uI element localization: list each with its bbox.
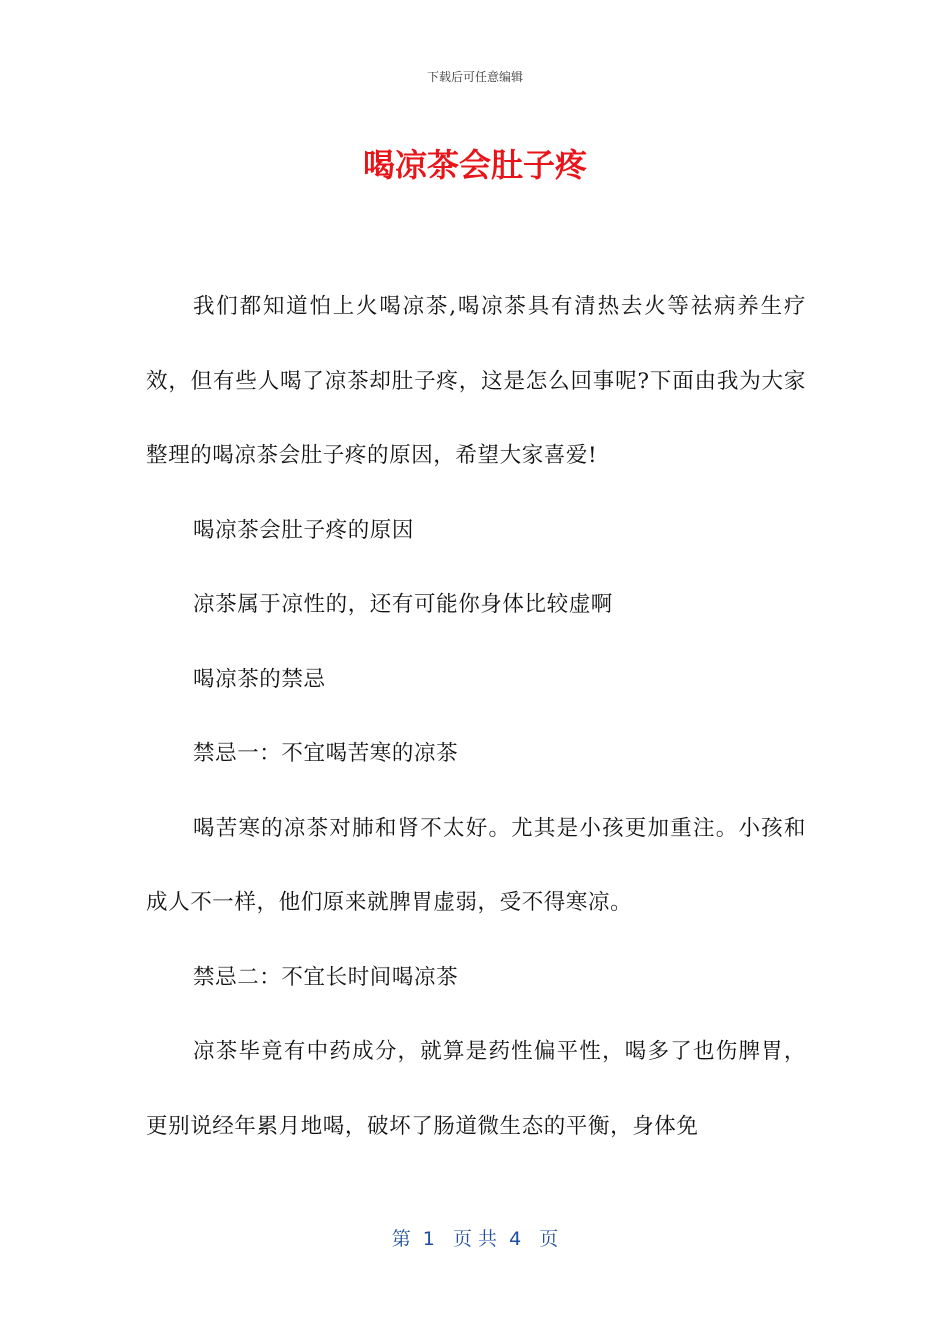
- paragraph-taboo-one-heading: 禁忌一：不宜喝苦寒的凉茶: [193, 741, 459, 766]
- header-note: 下载后可任意编辑: [426, 70, 523, 84]
- paragraph-taboo-two: 凉茶毕竟有中药成分，就算是药性偏平性，喝多了也伤脾胃，更别说经年累月地喝，破坏了肠道微生态的平衡，身体免: [146, 1039, 806, 1139]
- document-title: 喝凉茶会肚子疼: [362, 146, 587, 184]
- paragraph-taboo-two-heading: 禁忌二：不宜长时间喝凉茶: [193, 964, 459, 990]
- document-body: [146, 270, 806, 1164]
- paragraph-intro: 我们都知道怕上火喝凉茶,喝凉茶具有清热去火等祛病养生疗效，但有些人喝了凉茶却肚子疼，这是怎么回事呢?下面由我为大家整理的喝凉茶会肚子疼的原因，希望大家喜爱!: [146, 294, 806, 468]
- paragraph-heading-causes: 喝凉茶会肚子疼的原因: [193, 517, 415, 543]
- paragraph-causes: 凉茶属于凉性的，还有可能你身体比较虚啊: [193, 592, 613, 617]
- paragraph-heading-taboos: 喝凉茶的禁忌: [193, 666, 326, 692]
- page-footer: 第 1 页 共 4 页: [391, 1228, 559, 1250]
- paragraph-taboo-one: 喝苦寒的凉茶对肺和肾不太好。尤其是小孩更加重注。小孩和成人不一样，他们原来就脾胃虚弱，受不得寒凉。: [146, 815, 806, 915]
